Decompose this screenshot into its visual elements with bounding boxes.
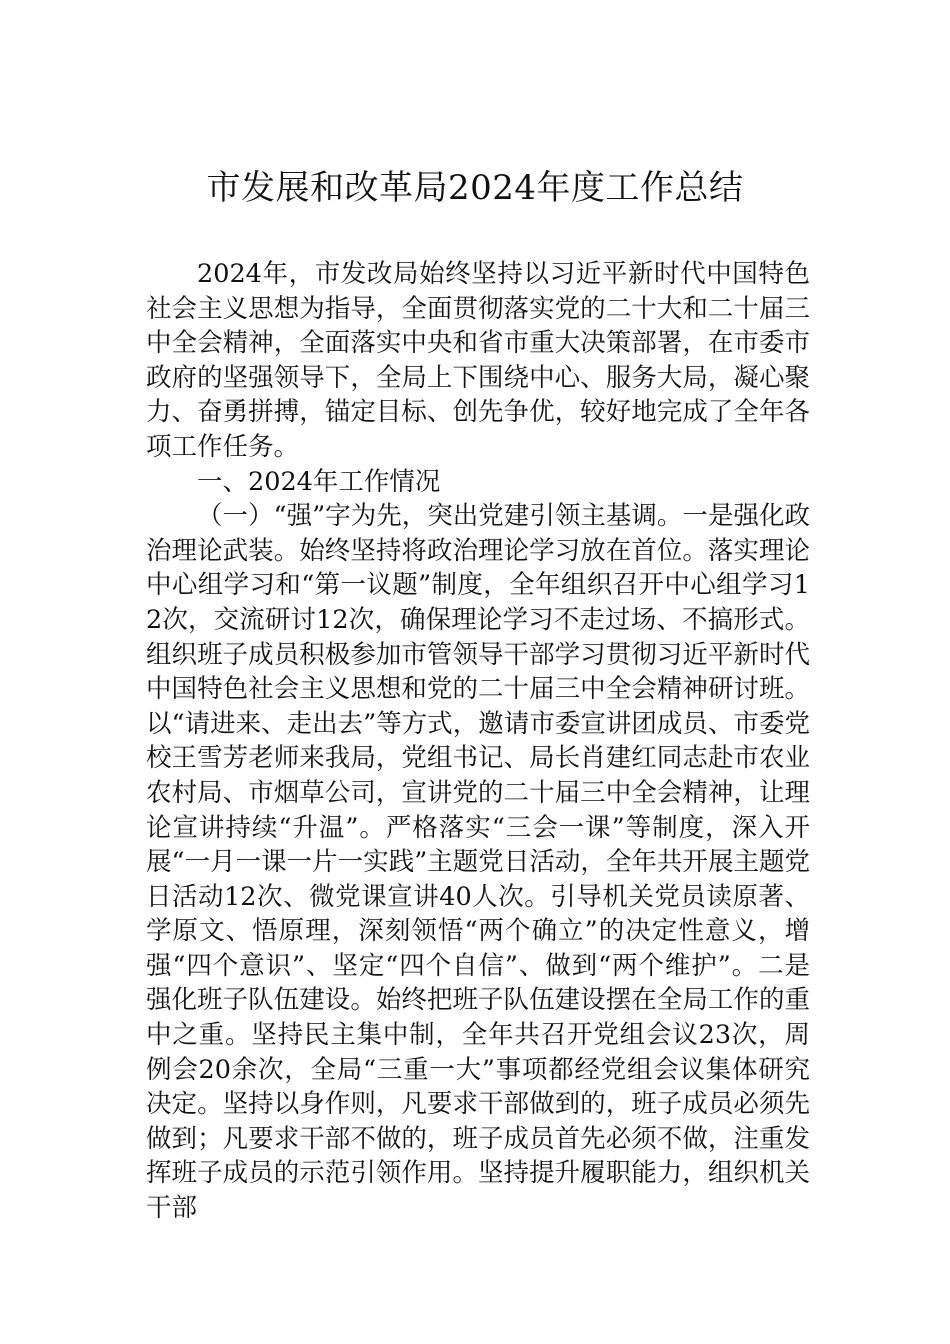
section-paragraph: （一）“强”字为先，突出党建引领主基调。一是强化政治理论武装。始终坚持将政治理论学习放在首位。落实理论中心组学习和“第一议题”制度，全年组织召开中心组学习12次，交流研讨12次，确保理论学习不走过场、不搞形式。组织班子成员积极参加市管领导干部学习贯彻习近平新时代中国特色社会主义思想和党的二十届三中全会精神研讨班。以“请进来、走出去”等方式，邀请市委宣讲团成员、市委党校王雪芳老师来我局，党组书记、局长肖建红同志赴市农业农村局、市烟草公司，宣讲党的二十届三中全会精神，让理论宣讲持续“升温”。严格落实“三会一课”等制度，深入开展“一月一课一片一实践”主题党日活动，全年共开展主题党日活动12次、微党课宣讲40人次。引导机关党员读原著、学原文、悟原理，深刻领悟“两个确立”的决定性意义，增强“四个意识”、坚定“四个自信”、做到“两个维护”。二是强化班子队伍建设。始终把班子队伍建设摆在全局工作的重中之重。坚持民主集中制，全年共召开党组会议23次，周例会20余次，全局“三重一大”事项都经党组会议集体研究决定。坚持以身作则，凡要求干部做到的，班子成员必须先做到；凡要求干部不做的，班子成员首先必须不做，注重发挥班子成员的示范引领作用。坚持提升履职能力，组织机关干部 <box>146 501 810 1224</box>
document-title: 市发展和改革局2024年度工作总结 <box>206 168 744 208</box>
intro-paragraph: 2024年，市发改局始终坚持以习近平新时代中国特色社会主义思想为指导，全面贯彻落实党的二十大和二十届三中全会精神，全面落实中央和省市重大决策部署，在市委市政府的坚强领导下，全局上下围绕中心、服务大局，凝心聚力、奋勇拼搏，锚定目标、创先争优，较好地完成了全年各项工作任务。 <box>146 259 810 462</box>
section-heading: 一、2024年工作情况 <box>197 466 441 497</box>
document-body <box>146 257 810 1226</box>
